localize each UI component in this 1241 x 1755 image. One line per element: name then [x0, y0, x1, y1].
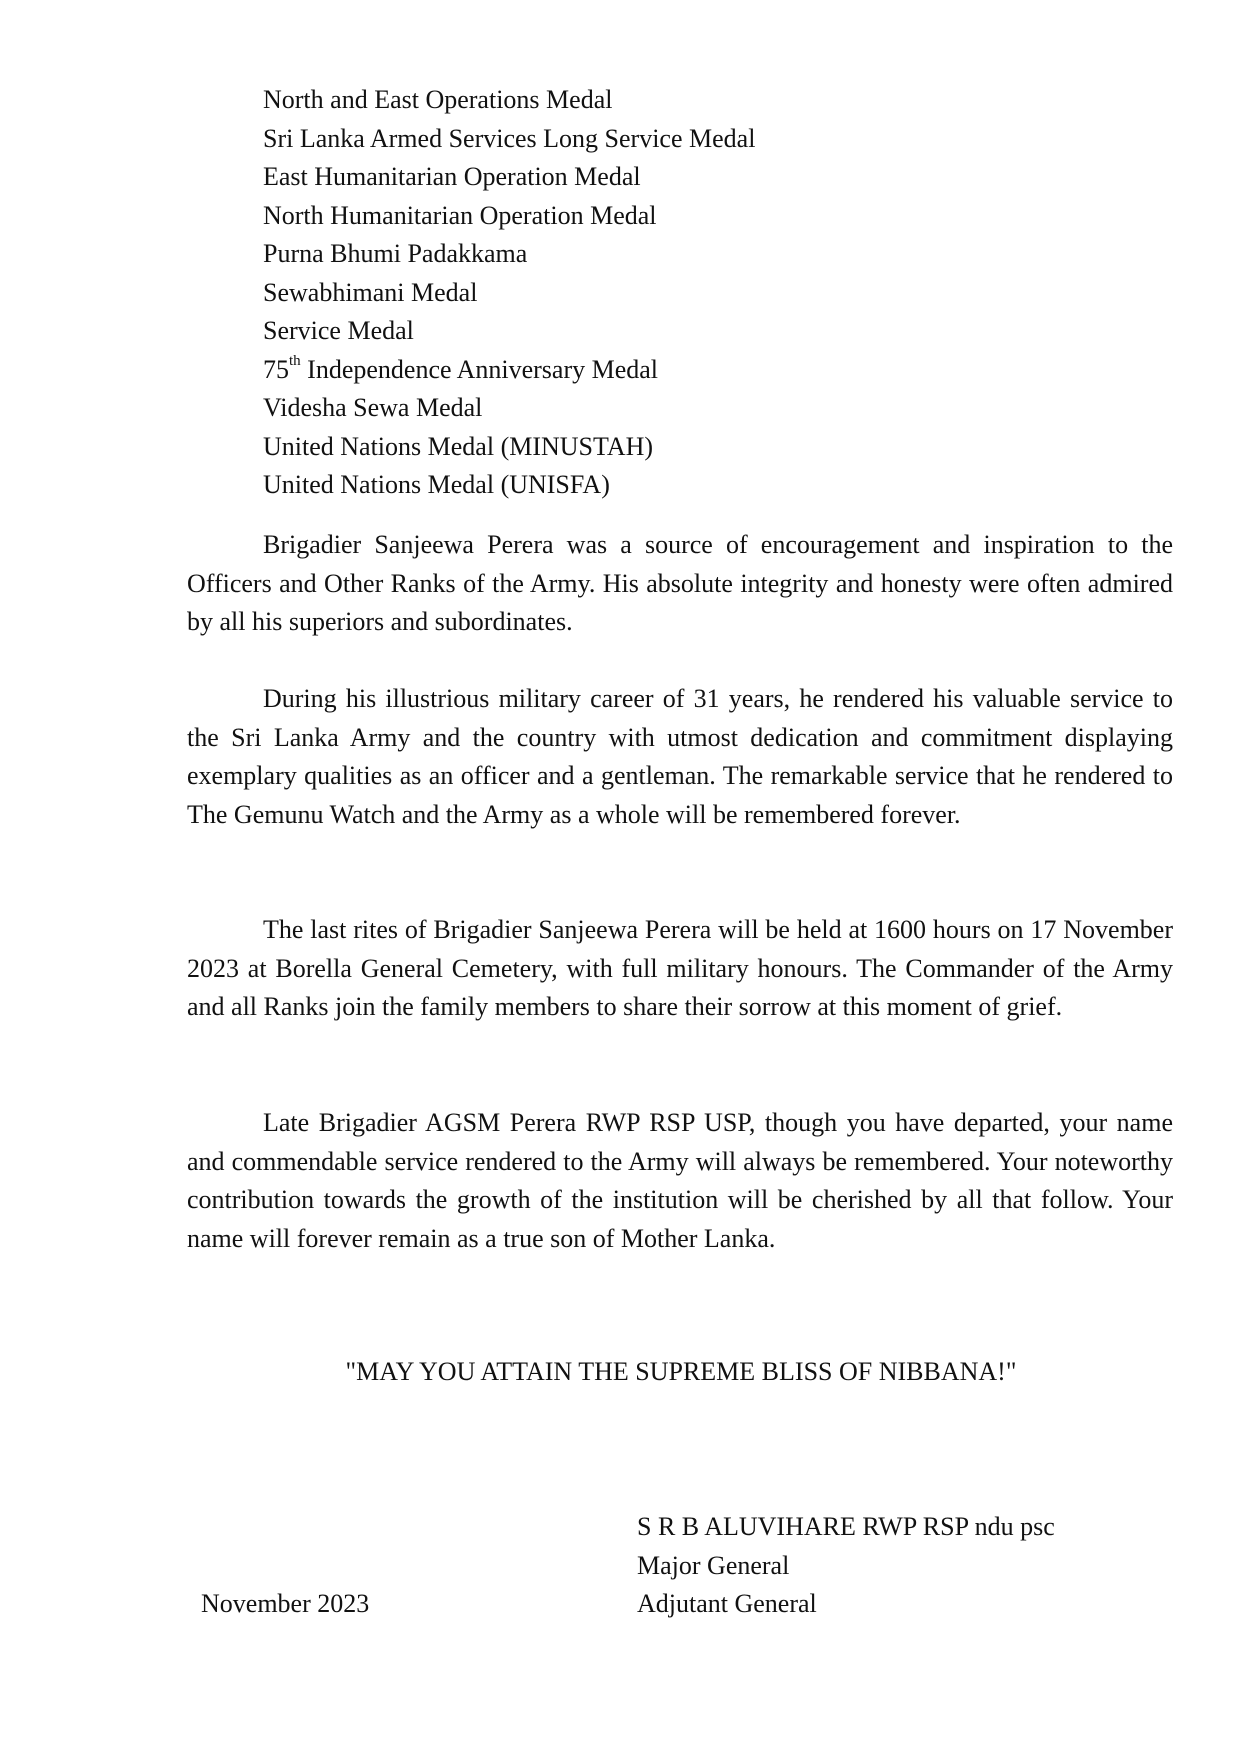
medal-item: North Humanitarian Operation Medal: [263, 200, 657, 230]
anniversary-medal-name: Independence Anniversary Medal: [300, 354, 659, 384]
medal-item: United Nations Medal (UNISFA): [263, 470, 610, 499]
medal-item: Service Medal: [263, 316, 414, 345]
signatory-title: Adjutant General: [637, 1589, 817, 1618]
medal-item: Videsha Sewa Medal: [263, 393, 483, 422]
medal-item: United Nations Medal (MINUSTAH): [263, 431, 654, 461]
signatory-rank: Major General: [637, 1550, 790, 1580]
signatory-name: S R B ALUVIHARE RWP RSP ndu psc: [637, 1512, 1055, 1541]
paragraph-military-career: During his illustrious military career of 31 years, he rendered his valuable service to the Sri Lanka Army and the country with utmost dedication and commitment displaying exemplary qualities as an officer and a gentleman. The remarkable service that he rendered to The Gemunu Watch and the Army as a whole will be remembered forever.: [187, 684, 1173, 829]
signature-block: [637, 1508, 1055, 1624]
anniversary-ordinal-suffix: th: [289, 352, 301, 369]
medal-list: [263, 81, 755, 505]
paragraph-inspiration: Brigadier Sanjeewa Perera was a source of encouragement and inspiration to the Officers and Other Ranks of the Army. His absolute integrity and honesty were often admired by all his superiors and subordinates.: [187, 530, 1173, 636]
medal-item: East Humanitarian Operation Medal: [263, 162, 641, 191]
medal-item-anniversary: [263, 351, 755, 390]
anniversary-number: 75: [263, 354, 289, 384]
medal-item: North and East Operations Medal: [263, 85, 613, 114]
document-date: November 2023: [201, 1589, 370, 1618]
closing-blessing: "MAY YOU ATTAIN THE SUPREME BLISS OF NIBBANA!": [345, 1357, 1017, 1386]
paragraph-remembrance: Late Brigadier AGSM Perera RWP RSP USP, though you have departed, your name and commendable service rendered to the Army will always be remembered. Your noteworthy contribution towards the growth of the institution will be cherished by all that follow. Your name will forever remain as a true son of Mother Lanka.: [187, 1108, 1173, 1253]
medal-item: Sewabhimani Medal: [263, 277, 478, 307]
medal-item: Sri Lanka Armed Services Long Service Medal: [263, 123, 756, 153]
paragraph-last-rites: The last rites of Brigadier Sanjeewa Perera will be held at 1600 hours on 17 November 2023 at Borella General Cemetery, with full military honours. The Commander of the Army and all Ranks join the family members to share their sorrow at this moment of grief.: [187, 915, 1173, 1021]
medal-item: Purna Bhumi Padakkama: [263, 239, 528, 268]
